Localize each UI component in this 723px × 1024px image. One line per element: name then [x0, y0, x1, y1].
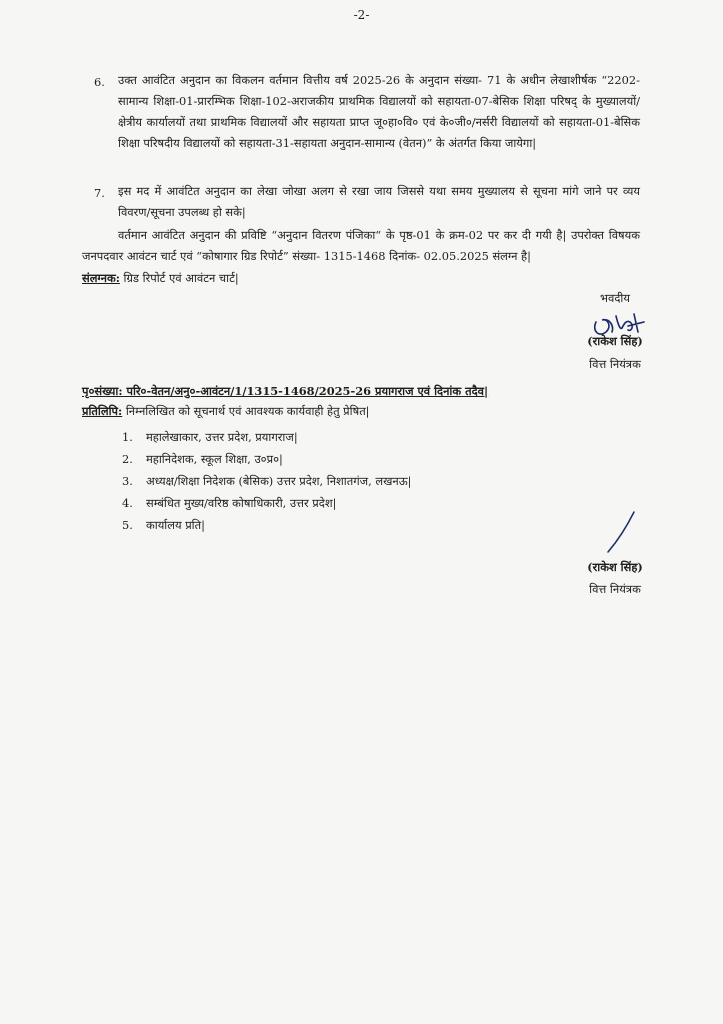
copy-item-number: 4.	[122, 496, 133, 510]
copy-item-number: 2.	[122, 452, 133, 466]
item-6-number: 6.	[94, 75, 105, 89]
copy-item-text: कार्यालय प्रति|	[146, 518, 205, 532]
copy-intro-text: निम्नलिखित को सूचनार्थ एवं आवश्यक कार्यवाही हेतु प्रेषित|	[122, 404, 370, 418]
signatory-name: (राकेश सिंह)	[587, 334, 643, 348]
item-7-number: 7.	[94, 186, 105, 200]
initial-mark	[604, 510, 640, 554]
copy-item-text: सम्बंधित मुख्य/वरिष्ठ कोषाधिकारी, उत्तर प्रदेश|	[146, 496, 337, 510]
signatory-name: (राकेश सिंह)	[587, 560, 643, 574]
copy-item-number: 3.	[122, 474, 133, 488]
enclosure-text: ग्रिड रिपोर्ट एवं आवंटन चार्ट|	[119, 271, 239, 285]
copy-item-text: महानिदेशक, स्कूल शिक्षा, उ०प्र०|	[146, 452, 283, 466]
enclosure-label: संलग्नक:	[82, 271, 120, 285]
copy-item-number: 5.	[122, 518, 133, 532]
copy-label: प्रतिलिपि:	[82, 404, 123, 418]
signatory-designation: वित्त नियंत्रक	[589, 357, 641, 371]
copy-item-number: 1.	[122, 430, 133, 444]
copy-item-text: महालेखाकार, उत्तर प्रदेश, प्रयागराज|	[146, 430, 298, 444]
copy-item-text: अध्यक्ष/शिक्षा निदेशक (बेसिक) उत्तर प्रदेश, निशातगंज, लखनऊ|	[146, 474, 412, 488]
signatory-designation: वित्त नियंत्रक	[589, 582, 641, 596]
item-6-text: उक्त आवंटित अनुदान का विकलन वर्तमान वित्तीय वर्ष 2025-26 के अनुदान संख्या- 71 के अधीन लेखाशीर्षक “2202-सामान्य शिक्षा-01-प्रारम्भिक शिक्षा-102-अराजकीय प्राथमिक विद्यालयों को सहायता-07-बेसिक शिक्षा परिषद् के मुख्यालयों/क्षेत्रीय कार्यालयों तथा प्राथमिक विद्यालयों और सहायता प्राप्त जू०हा०वि० एवं के०जी०/नर्सरी विद्यालयों को सहायता-01-बेसिक शिक्षा परिषदीय विद्यालयों को सहायता-31-सहायता अनुदान-सामान्य (वेतन)” के अंतर्गत किया जायेगा|	[118, 73, 640, 150]
copy-intro	[82, 401, 682, 422]
closing-text: भवदीय	[600, 291, 630, 305]
entry-paragraph: वर्तमान आवंटित अनुदान की प्रविष्टि “अनुदान वितरण पंजिका“ के पृष्ठ-01 के क्रम-02 पर कर दी गयी है| उपरोक्त विषयक जनपदवार आवंटन चार्ट एवं “कोषागार ग्रिड रिपोर्ट” संख्या- 1315-1468 दिनांक- 02.05.2025 संलग्न है|	[82, 228, 640, 263]
enclosure-line	[82, 268, 640, 289]
page-number: -2-	[353, 8, 370, 22]
reference-number: पृ०संख्या: परि०-वेतन/अनु०-आवंटन/1/1315-1468/2025-26 प्रयागराज एवं दिनांक तदैव|	[82, 384, 489, 398]
item-7-text: इस मद में आवंटित अनुदान का लेखा जोखा अलग से रखा जाय जिससे यथा समय मुख्यालय से सूचना मांगे जाने पर व्यय विवरण/सूचना उपलब्ध हो सके|	[118, 184, 640, 219]
